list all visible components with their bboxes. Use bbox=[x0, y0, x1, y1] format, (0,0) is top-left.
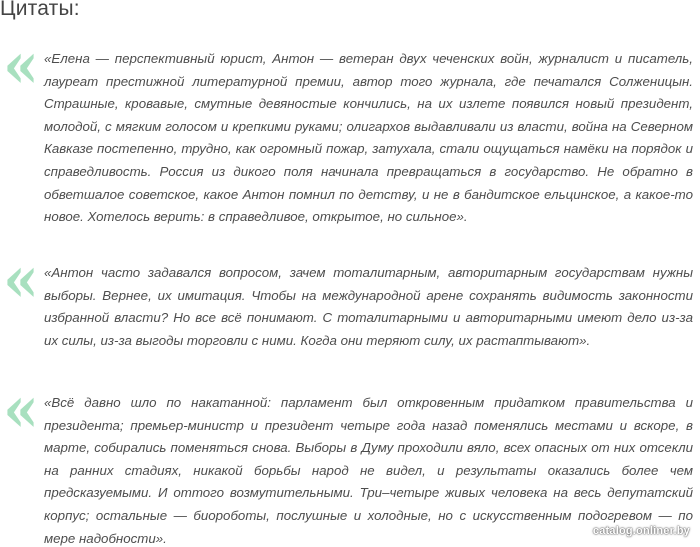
left-guillemet-icon: « bbox=[3, 242, 39, 317]
left-guillemet-icon: « bbox=[3, 372, 39, 447]
left-guillemet-icon: « bbox=[3, 28, 39, 103]
quote-text: «Антон часто задавался вопросом, зачем тоталитарным, авторитарным государствам нужны выборы. Вернее, их имитация. Чтобы на международной арене сохранять видимость законности избранной власти? Но все всё понимают. С тоталитарными и авторитарными имеют дело из-за их силы, из-за выгоды торговли с ними. Когда они теряют силу, их растаптывают». bbox=[44, 265, 693, 348]
quote-text: «Всё давно шло по накатанной: парламент был откровенным придатком правительства и президента; премьер-министр и президент четыре года назад поменялись местами и вскоре, в марте, собирались поменяться снова. Выборы в Думу проходили вяло, всех опасных от них отсекли на ранних стадиях, никакой борьбы народ не видел, и результаты оказались более чем предсказуемыми. И оттого возмутительными. Три–четыре живых человека на весь депутатский корпус; остальные — биороботы, послушные и холодные, но с искусственным подогревом — по мере надобности». bbox=[44, 395, 693, 546]
watermark: catalog.onliner.by bbox=[592, 525, 690, 537]
quote-text: «Елена — перспективный юрист, Антон — ветеран двух чеченских войн, журналист и писатель, лауреат престижной литературной премии, автор того журнала, где печатался Солженицын. Страшные, кровавые, смутные девяностые кончились, на их излете появился новый президент, молодой, с мягким голосом и крепкими руками; олигархов выдавливали из власти, война на Северном Кавказе постепенно, трудно, как огромный пожар, затухала, стали ощущаться намёки на порядок и справедливость. Россия из дикого поля начинала превращаться в государство. Не обратно в обветшалое советское, какое Антон помнил по детству, и не в бандитское ельцинское, а какое-то новое. Хотелось верить: в справедливое, открытое, но сильное». bbox=[44, 51, 693, 225]
section-heading: Цитаты: bbox=[0, 0, 80, 20]
